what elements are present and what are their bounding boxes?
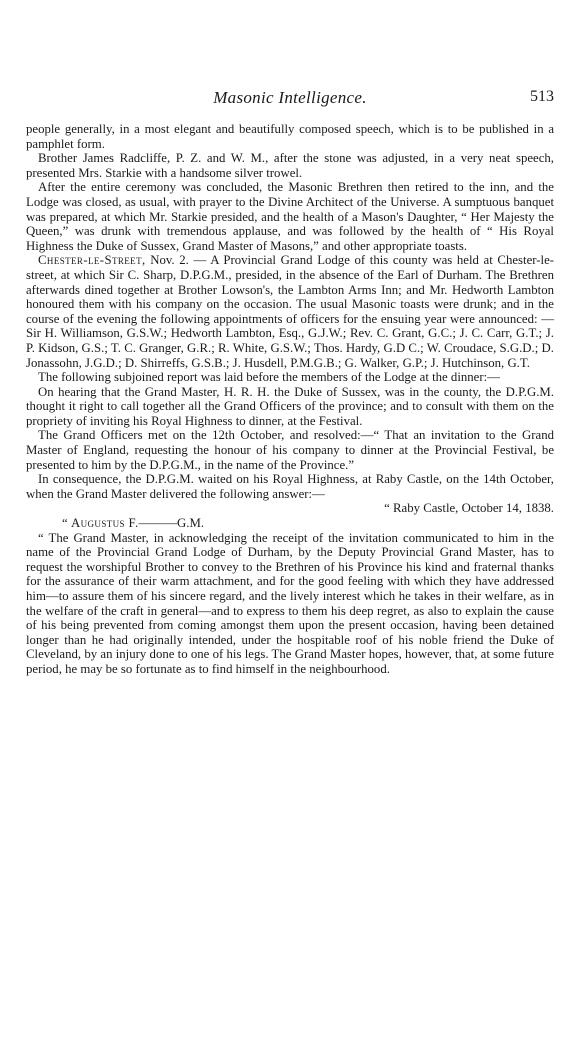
paragraph-trowel: Brother James Radcliffe, P. Z. and W. M., after the stone was adjusted, in a very neat speech, presented Mrs. Starkie with a handsome silver trowel. [26, 151, 554, 180]
place-heading: Chester-le-Street, [38, 253, 146, 268]
running-title: Masonic Intelligence. [213, 88, 367, 107]
signature-title: ———G.M. [138, 516, 205, 531]
paragraph-continuation: people generally, in a most elegant and beautifully composed speech, which is to be published in a pamphlet form. [26, 122, 554, 151]
paragraph-consequence: In consequence, the D.P.G.M. waited on his Royal Highness, at Raby Castle, on the 14th October, when the Grand Master delivered the following answer:— [26, 472, 554, 501]
paragraph-banquet: After the entire ceremony was concluded, the Masonic Brethren then retired to the inn, and the Lodge was closed, as usual, with prayer to the Divine Architect of the Universe. A sumptuous banquet was prepared, at which Mr. Starkie presided, and the health of a Mason's Daughter, “ Her Majesty the Queen,” was drunk with tremendous applause, and was followed by the health of “ His Royal Highness the Duke of Sussex, Grand Master of Masons,” and other appropriate toasts. [26, 180, 554, 253]
paragraph-chester-text: Nov. 2. — A Provincial Grand Lodge of this county was held at Chester-le-street, at which Sir C. Sharp, D.P.G.M., presided, in the absence of the Earl of Durham. The Brethren afterwards dined together at Brother Lowson's, the Lambton Arms Inn; and Mr. Hedworth Lambton honoured them with his company on the occasion. The usual Masonic toasts were drunk; and in the course of the evening the following appointments of officers for the ensuing year were announced: — Sir H. Williamson, G.S.W.; Hedworth Lambton, Esq., G.J.W.; Rev. C. Grant, G.C.; J. C. Carr, G.T.; J. P. Kidson, G.S.; T. C. Granger, G.R.; R. White, G.S.W.; Thos. Hardy, G.D C.; W. Croudace, S.G.D.; D. Jonassohn, J.G.D.; D. Shirreffs, G.S.B.; J. Husdell, P.M.G.B.; G. Walker, G.P.; J. Hutchinson, G.T. [26, 253, 555, 370]
signature-name: “ Augustus F. [62, 516, 139, 531]
paragraph-report-intro: The following subjoined report was laid before the members of the Lodge at the dinner:— [38, 370, 500, 385]
letter-signature [26, 516, 554, 531]
article-body [26, 122, 554, 677]
paragraph-chester [26, 253, 554, 370]
letter-dateline: “ Raby Castle, October 14, 1838. [384, 501, 554, 516]
page-number: 513 [530, 88, 554, 105]
paragraph-resolution: The Grand Officers met on the 12th October, and resolved:—“ That an invitation to the Grand Master of England, requesting the honour of his company to dinner at the Provincial Festival, be presented to him by the D.P.G.M., in the name of the Province.” [26, 428, 554, 472]
paragraph-letter-body: “ The Grand Master, in acknowledging the receipt of the invitation communicated to him in the name of the Provincial Grand Lodge of Durham, by the Deputy Provincial Grand Master, has to request the worshipful Brother to convey to the Brethren of his Province his kind and fraternal thanks for the assurance of their warm attachment, and for the good feeling with which they have addressed him—to assure them of his sincere regard, and the lively interest which he takes in their welfare, as in the welfare of the craft in general—and to express to them his deep regret, as also to explain the cause of his being prevented from coming amongst them upon the present occasion, having been detained longer than he had originally intended, under the hospitable roof of his noble friend the Duke of Cleveland, by an injury done to one of his legs. The Grand Master hopes, however, that, at some future period, he may be so fortunate as to find himself in the neighbourhood. [26, 530, 554, 676]
paragraph-hearing: On hearing that the Grand Master, H. R. H. the Duke of Sussex, was in the county, the D.P.G.M. thought it right to call together all the Grand Officers of the province; and to consult with them on the propriety of inviting his Royal Highness to dinner, at the Festival. [26, 384, 554, 428]
running-head [26, 80, 554, 107]
